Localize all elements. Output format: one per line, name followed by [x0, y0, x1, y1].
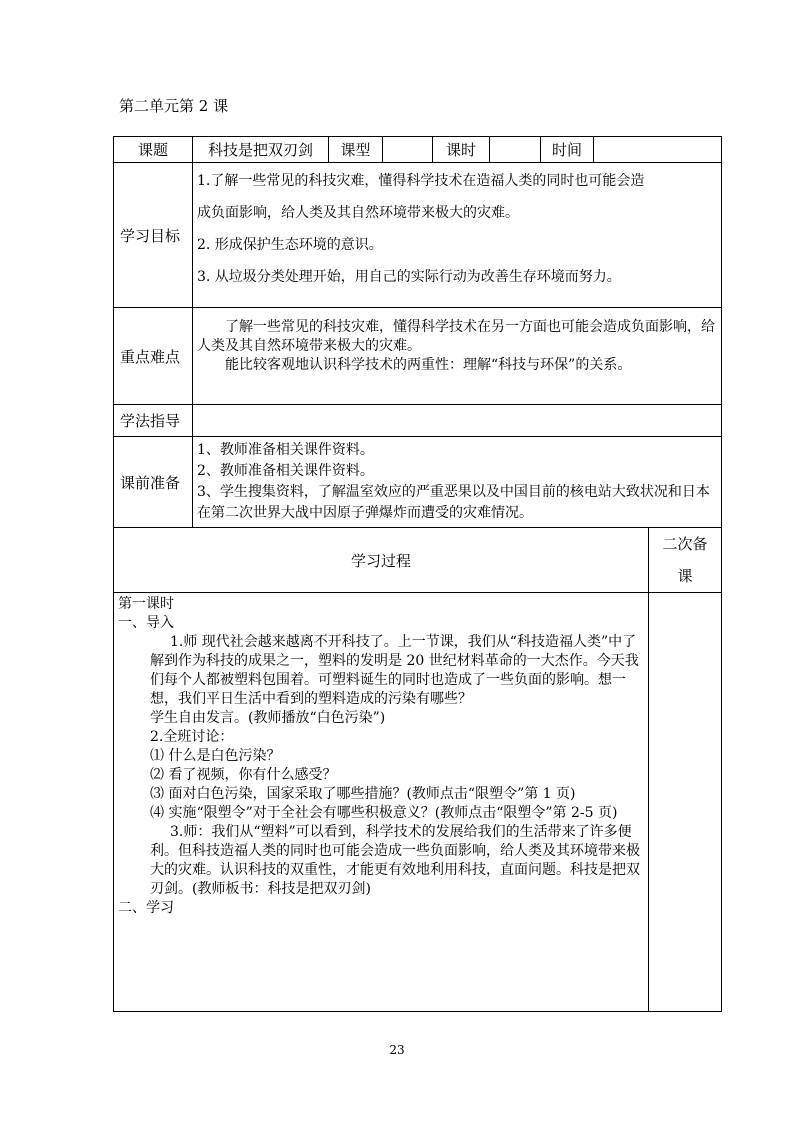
process-content [114, 593, 649, 1012]
discussion-question: ⑴ 什么是白色污染？ [150, 748, 281, 764]
goal-line: 1.了解一些常见的科技灾难，懂得科学技术在造福人类的同时也可能会造 [197, 173, 645, 189]
goal-line: 成负面影响，给人类及其自然环境带来极大的灾难。 [197, 205, 519, 221]
process-row [114, 593, 722, 1012]
process-title: 学习过程 [114, 528, 649, 593]
process-paragraph: 1.师 现代社会越来越离不开科技了。上一节课，我们从“科技造福人类”中了解到作为科技的成果之一，塑料的发明是 20 世纪材料革命的一大杰作。今天我们每个人都被塑料包围着。可塑料诞生的同时也造成了一些负面的影响。想一想，我们平日生活中看到的塑料造成的污染有哪些？ [150, 634, 639, 707]
process-paragraph: 学生自由发言。(教师播放“白色污染”) [150, 710, 386, 726]
preparation-line: 2、教师准备相关课件资料。 [197, 463, 374, 479]
preparation-content [193, 437, 722, 528]
process-paragraph: 2.全班讨论： [150, 729, 234, 745]
section-heading: 二、学习 [118, 900, 174, 916]
difficulties-row [114, 308, 722, 405]
time-label: 时间 [541, 137, 594, 163]
hours-label: 课时 [433, 137, 490, 163]
section-heading: 一、导入 [118, 615, 174, 631]
preparation-row [114, 437, 722, 528]
unit-title: 第二单元第 2 课 [119, 97, 229, 115]
second-prep-content [649, 593, 722, 1012]
lesson-plan-table [113, 136, 722, 1012]
second-prep-line: 课 [677, 567, 693, 585]
discussion-question: ⑵ 看了视频，你有什么感受？ [150, 767, 337, 783]
type-value [383, 137, 433, 163]
difficulty-paragraph: 能比较客观地认识科学技术的两重性：理解“科技与环保”的关系。 [225, 357, 632, 373]
discussion-question: ⑷ 实施“限塑令”对于全社会有哪些积极意义？(教师点击“限塑令”第 2-5 页) [150, 805, 618, 821]
goals-label: 学习目标 [114, 163, 193, 308]
method-label: 学法指导 [114, 405, 193, 437]
second-prep-label [649, 528, 722, 593]
time-value [594, 137, 722, 163]
process-header-row [114, 528, 722, 593]
method-row [114, 405, 722, 437]
preparation-label: 课前准备 [114, 437, 193, 528]
goals-content [193, 163, 722, 308]
lesson-heading: 第一课时 [118, 596, 174, 612]
difficulty-paragraph: 了解一些常见的科技灾难，懂得科学技术在另一方面也可能会造成负面影响，给人类及其自然环境带来极大的灾难。 [197, 319, 715, 354]
type-label: 课型 [329, 137, 383, 163]
hours-value [490, 137, 541, 163]
goals-row [114, 163, 722, 308]
header-row [114, 137, 722, 163]
preparation-line: 1、教师准备相关课件资料。 [197, 442, 374, 458]
preparation-line: 3、学生搜集资料，了解温室效应的严重恶果以及中国目前的核电站大致状况和日本在第二次世界大战中因原子弹爆炸而遭受的灾难情况。 [197, 484, 710, 521]
topic-label: 课题 [114, 137, 193, 163]
page-number: 23 [389, 1043, 405, 1057]
process-paragraph: 3.师：我们从“塑料”可以看到，科学技术的发展给我们的生活带来了许多便利。但科技造福人类的同时也可能会造成一些负面影响，给人类及其环境带来极大的灾难。认识科技的双重性，才能更有效地利用科技，直面问题。科技是把双刃剑。(教师板书：科技是把双刃剑) [150, 824, 640, 897]
discussion-question: ⑶ 面对白色污染，国家采取了哪些措施？(教师点击“限塑令”第 1 页) [150, 786, 576, 802]
topic-value: 科技是把双刃剑 [193, 137, 329, 163]
goal-line: 3. 从垃圾分类处理开始，用自己的实际行动为改善生存环境而努力。 [197, 269, 621, 285]
second-prep-line: 二次备 [662, 535, 708, 553]
goal-line: 2. 形成保护生态环境的意识。 [197, 237, 383, 253]
difficulties-content [193, 308, 722, 405]
method-value [193, 405, 722, 437]
difficulties-label: 重点难点 [114, 308, 193, 405]
